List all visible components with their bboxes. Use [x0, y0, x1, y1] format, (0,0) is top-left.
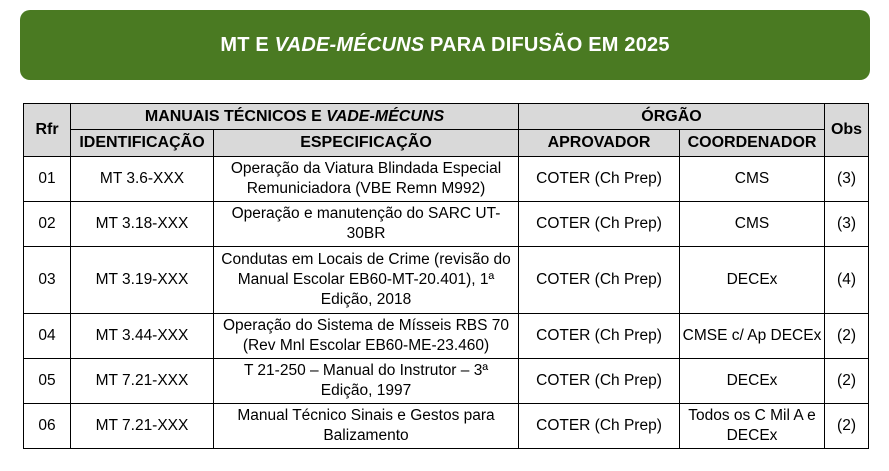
cell-aprovador: COTER (Ch Prep) — [519, 359, 680, 404]
table-row — [24, 404, 869, 449]
cell-aprovador: COTER (Ch Prep) — [519, 404, 680, 449]
cell-identificacao: MT 3.19-XXX — [71, 247, 214, 314]
cell-aprovador: COTER (Ch Prep) — [519, 314, 680, 359]
cell-rfr: 04 — [24, 314, 71, 359]
page-title: MT E VADE-MÉCUNS PARA DIFUSÃO EM 2025 — [220, 33, 670, 56]
cell-coordenador: DECEx — [680, 359, 825, 404]
cell-identificacao: MT 3.6-XXX — [71, 157, 214, 202]
cell-especificacao: Manual Técnico Sinais e Gestos para Balizamento — [214, 404, 519, 449]
cell-rfr: 02 — [24, 202, 71, 247]
table-row — [24, 157, 869, 202]
header-identificacao: IDENTIFICAÇÃO — [71, 130, 214, 157]
header-especificacao: ESPECIFICAÇÃO — [214, 130, 519, 157]
table-row — [24, 247, 869, 314]
cell-aprovador: COTER (Ch Prep) — [519, 247, 680, 314]
cell-rfr: 03 — [24, 247, 71, 314]
cell-identificacao: MT 7.21-XXX — [71, 404, 214, 449]
cell-rfr: 06 — [24, 404, 71, 449]
cell-rfr: 01 — [24, 157, 71, 202]
header-rfr: Rfr — [24, 104, 71, 157]
cell-especificacao: Operação da Viatura Blindada Especial Remuniciadora (VBE Remn M992) — [214, 157, 519, 202]
cell-rfr: 05 — [24, 359, 71, 404]
cell-coordenador: CMSE c/ Ap DECEx — [680, 314, 825, 359]
cell-identificacao: MT 3.18-XXX — [71, 202, 214, 247]
header-obs: Obs — [825, 104, 869, 157]
cell-obs: (2) — [825, 359, 869, 404]
cell-identificacao: MT 7.21-XXX — [71, 359, 214, 404]
header-aprovador: APROVADOR — [519, 130, 680, 157]
cell-coordenador: Todos os C Mil A e DECEx — [680, 404, 825, 449]
cell-especificacao: Condutas em Locais de Crime (revisão do Manual Escolar EB60-MT-20.401), 1ª Edição, 2018 — [214, 247, 519, 314]
cell-obs: (3) — [825, 157, 869, 202]
cell-aprovador: COTER (Ch Prep) — [519, 157, 680, 202]
cell-obs: (3) — [825, 202, 869, 247]
table-row — [24, 359, 869, 404]
cell-especificacao: T 21-250 – Manual do Instrutor – 3ª Edição, 1997 — [214, 359, 519, 404]
header-group-manuais: MANUAIS TÉCNICOS E VADE-MÉCUNS — [71, 104, 519, 130]
cell-coordenador: CMS — [680, 157, 825, 202]
cell-especificacao: Operação do Sistema de Mísseis RBS 70 (Rev Mnl Escolar EB60-ME-23.460) — [214, 314, 519, 359]
header-coordenador: COORDENADOR — [680, 130, 825, 157]
header-group-orgao: ÓRGÃO — [519, 104, 825, 130]
table-row — [24, 314, 869, 359]
cell-especificacao: Operação e manutenção do SARC UT-30BR — [214, 202, 519, 247]
manuals-table — [23, 103, 869, 449]
cell-obs: (4) — [825, 247, 869, 314]
table-row — [24, 202, 869, 247]
cell-identificacao: MT 3.44-XXX — [71, 314, 214, 359]
cell-obs: (2) — [825, 314, 869, 359]
cell-coordenador: DECEx — [680, 247, 825, 314]
page-title-banner — [20, 10, 870, 80]
cell-coordenador: CMS — [680, 202, 825, 247]
cell-obs: (2) — [825, 404, 869, 449]
cell-aprovador: COTER (Ch Prep) — [519, 202, 680, 247]
